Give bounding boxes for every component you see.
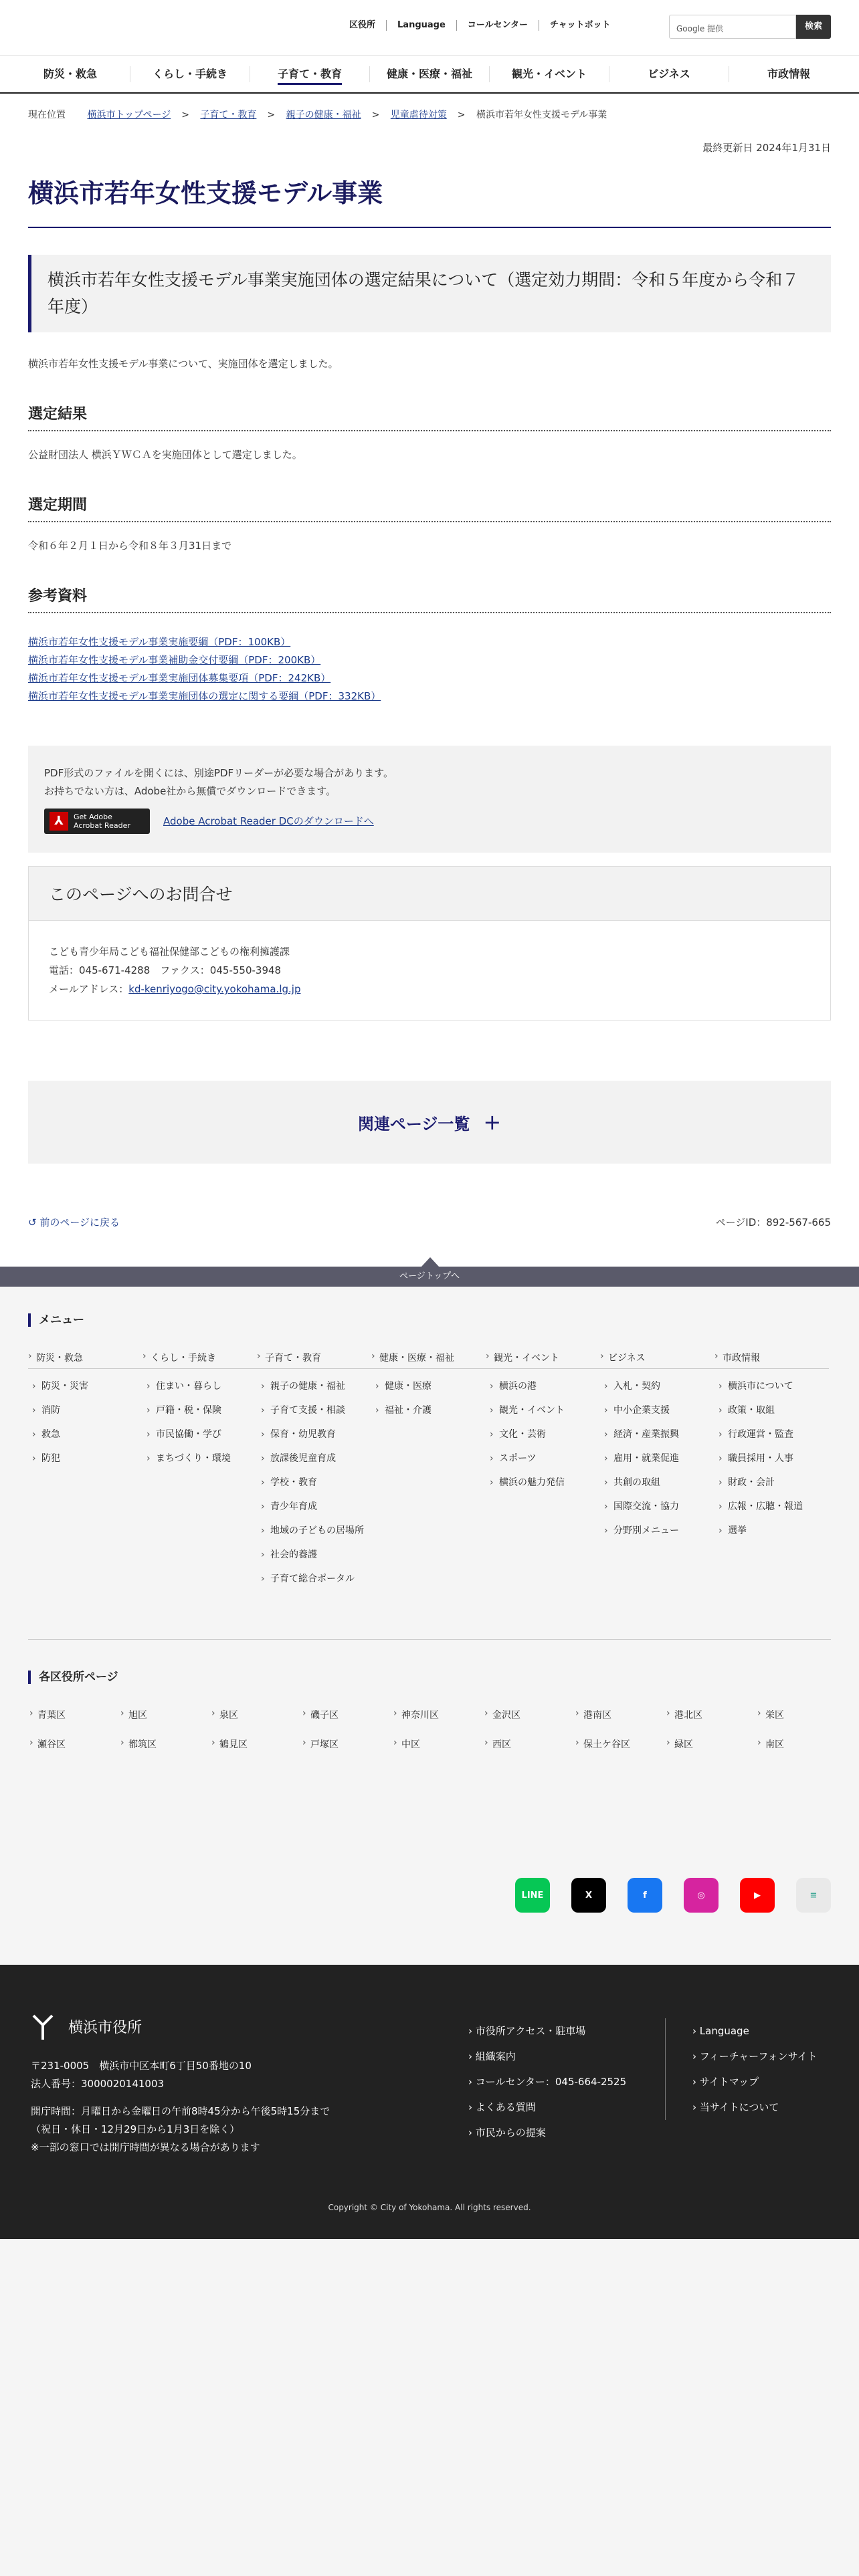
- contact-box: [28, 866, 831, 1021]
- footer-link[interactable]: › 市役所アクセス・駐車場: [468, 2025, 586, 2037]
- ref-link-selection[interactable]: 横浜市若年女性支援モデル事業実施団体の選定に関する要綱（PDF：332KB）: [28, 690, 381, 702]
- ward-link[interactable]: › 神奈川区: [392, 1708, 483, 1721]
- acrobat-badge[interactable]: [44, 809, 150, 834]
- footer-hours: ※一部の窓口では開庁時間が異なる場合があります: [31, 2141, 260, 2153]
- ward-links: [28, 1708, 831, 1751]
- heading-references: 参考資料: [28, 584, 831, 613]
- footer-menu-link[interactable]: › 防犯: [28, 1452, 142, 1465]
- footer-link[interactable]: › フィーチャーフォンサイト: [692, 2050, 818, 2062]
- back-label: 前のページに戻る: [39, 1216, 120, 1228]
- footer-menu-link[interactable]: › 放課後児童育成: [257, 1452, 371, 1465]
- util-link-call-center[interactable]: コールセンター: [457, 20, 539, 31]
- back-icon: ↺: [28, 1216, 40, 1228]
- footer-menu-link[interactable]: › 横浜の魅力発信: [486, 1476, 600, 1489]
- result-text: 公益財団法人 横浜ＹＷＣＡを実施団体として選定しました。: [28, 449, 302, 461]
- heading-period: 選定期間: [28, 494, 831, 522]
- facebook-icon[interactable]: f: [628, 1878, 662, 1913]
- contact-title: このページへのお問合せ: [29, 867, 830, 921]
- util-link-chatbot[interactable]: チャットボット: [550, 20, 611, 30]
- footer-menu-column: [714, 1351, 829, 1586]
- footer-menu-link[interactable]: › 経済・産業振興: [600, 1428, 714, 1441]
- instagram-icon[interactable]: ◎: [684, 1878, 719, 1913]
- ward-link[interactable]: › 旭区: [119, 1708, 210, 1721]
- wards-title: 各区役所ページ: [28, 1671, 831, 1684]
- footer-menu-category[interactable]: › 健康・医療・福祉: [371, 1351, 486, 1369]
- x-icon[interactable]: X: [571, 1878, 606, 1913]
- page-top-label: ページトップへ: [399, 1271, 460, 1281]
- footer-menu-column: [142, 1351, 257, 1586]
- plus-icon: +: [483, 1109, 502, 1135]
- acrobat-download-link[interactable]: Adobe Acrobat Reader DCのダウンロードへ: [163, 815, 374, 827]
- footer-menu-link[interactable]: › 消防: [28, 1404, 142, 1417]
- youtube-icon[interactable]: ▶: [740, 1878, 775, 1913]
- breadcrumb-link-top[interactable]: 横浜市トップページ: [87, 110, 171, 120]
- gnav-living[interactable]: くらし・手続き: [130, 66, 250, 82]
- gnav-childcare[interactable]: 子育て・教育: [250, 66, 370, 82]
- footer-menu-link[interactable]: › 分野別メニュー: [600, 1524, 714, 1537]
- ward-link[interactable]: › 都筑区: [119, 1737, 210, 1751]
- footer-menu-link[interactable]: › 財政・会計: [714, 1476, 829, 1489]
- footer-menu-link[interactable]: › 住まい・暮らし: [142, 1380, 257, 1393]
- footer-menu-column: [28, 1351, 142, 1586]
- last-updated: 最終更新日 2024年1月31日: [702, 142, 831, 154]
- intro-text: 横浜市若年女性支援モデル事業について、実施団体を選定しました。: [28, 358, 339, 370]
- footer-menu-link[interactable]: › 観光・イベント: [486, 1404, 600, 1417]
- footer-menu-link[interactable]: › 国際交流・協力: [600, 1500, 714, 1513]
- news-icon[interactable]: ≡: [796, 1878, 831, 1913]
- breadcrumb-link-abuse[interactable]: 児童虐待対策: [390, 110, 447, 120]
- footer-menu-link[interactable]: › 広報・広聴・報道: [714, 1500, 829, 1513]
- footer-menu-category[interactable]: › 子育て・教育: [257, 1351, 371, 1369]
- footer-link[interactable]: › コールセンター：045-664-2525: [468, 2076, 627, 2088]
- footer-menu-link[interactable]: › 社会的養護: [257, 1548, 371, 1562]
- footer-menu-link[interactable]: › 学校・教育: [257, 1476, 371, 1489]
- back-link[interactable]: [28, 1215, 120, 1229]
- footer-menu: [0, 1287, 859, 1965]
- site-header: [0, 0, 859, 55]
- arrow-up-icon: [421, 1257, 439, 1267]
- global-nav: [0, 55, 859, 94]
- ward-link[interactable]: › 港北区: [665, 1708, 756, 1721]
- ward-link[interactable]: › 瀬谷区: [28, 1737, 119, 1751]
- ward-link[interactable]: › 磯子区: [301, 1708, 392, 1721]
- footer-link[interactable]: › 市民からの提案: [468, 2127, 546, 2139]
- footer-menu-link[interactable]: › 選挙: [714, 1524, 829, 1537]
- contact-dept: こども青少年局こども福祉保健部こどもの権利擁護課: [49, 946, 290, 958]
- footer-menu-category[interactable]: › ビジネス: [600, 1351, 714, 1369]
- page-footer-row: [28, 1164, 831, 1267]
- footer-menu-link[interactable]: › 市民協働・学び: [142, 1428, 257, 1441]
- ref-link-subsidy[interactable]: 横浜市若年女性支援モデル事業補助金交付要綱（PDF：200KB）: [28, 654, 321, 666]
- util-link-language[interactable]: Language: [387, 20, 457, 31]
- footer-menu-link[interactable]: › 地域の子どもの居場所: [257, 1524, 371, 1537]
- breadcrumb: 現在位置 横浜市トップページ > 子育て・教育 > 親子の健康・福祉 > 児童虐待対策 > 横浜市若年女性支援モデル事業: [0, 94, 859, 132]
- city-emblem-icon: [31, 2013, 55, 2042]
- contact-mail-link[interactable]: kd-kenriyogo@city.yokohama.lg.jp: [128, 983, 301, 995]
- footer-menu-link[interactable]: › 青少年育成: [257, 1500, 371, 1513]
- footer-hours: 開庁時間：月曜日から金曜日の午前8時45分から午後5時15分まで: [31, 2105, 330, 2117]
- footer-link[interactable]: › 当サイトについて: [692, 2101, 779, 2113]
- pdf-note: お持ちでない方は、Adobe社から無償でダウンロードできます。: [44, 785, 337, 797]
- footer-menu-link[interactable]: › 共創の取組: [600, 1476, 714, 1489]
- period-text: 令和６年２月１日から令和８年３月31日まで: [28, 540, 232, 552]
- pdf-note: PDF形式のファイルを開くには、別途PDFリーダーが必要な場合があります。: [44, 767, 393, 779]
- footer-menu-link[interactable]: › 行政運営・監査: [714, 1428, 829, 1441]
- site-footer: [0, 1965, 859, 2239]
- acrobat-icon: ⅄: [50, 812, 68, 831]
- copyright: Copyright © City of Yokohama. All rights reserved.: [328, 2203, 531, 2212]
- related-pages-label: 関連ページ一覧: [357, 1114, 470, 1134]
- footer-menu-link[interactable]: › 政策・取組: [714, 1404, 829, 1417]
- util-link-ward[interactable]: 区役所: [335, 20, 387, 31]
- footer-menu-title: メニュー: [28, 1313, 831, 1327]
- gnav-disaster[interactable]: 防災・救急: [11, 66, 130, 82]
- ward-link[interactable]: › 緑区: [665, 1737, 756, 1751]
- reference-links: [28, 633, 831, 706]
- acrobat-badge-text: Acrobat Reader: [74, 821, 130, 830]
- footer-menu-link[interactable]: › 福祉・介護: [371, 1404, 486, 1417]
- footer-menu-link[interactable]: › 子育て総合ポータル: [257, 1572, 371, 1586]
- footer-city-name: 横浜市役所: [68, 2019, 142, 2036]
- footer-menu-link[interactable]: › 雇用・就業促進: [600, 1452, 714, 1465]
- related-pages-toggle[interactable]: [28, 1081, 831, 1164]
- breadcrumb-label: 現在位置: [28, 110, 66, 120]
- ward-link[interactable]: › 中区: [392, 1737, 483, 1751]
- footer-menu-link[interactable]: › 防災・災害: [28, 1380, 142, 1393]
- ward-link[interactable]: › 金沢区: [483, 1708, 574, 1721]
- footer-menu-column: [257, 1351, 371, 1586]
- gnav-business[interactable]: ビジネス: [609, 66, 729, 82]
- acrobat-badge-text: Get Adobe: [74, 813, 112, 821]
- footer-menu-link[interactable]: › 健康・医療: [371, 1380, 486, 1393]
- footer-menu-link[interactable]: › 救急: [28, 1428, 142, 1441]
- ref-link-recruitment[interactable]: 横浜市若年女性支援モデル事業実施団体募集要項（PDF：242KB）: [28, 672, 331, 684]
- gnav-tourism[interactable]: 観光・イベント: [490, 66, 609, 82]
- ward-link[interactable]: › 泉区: [210, 1708, 301, 1721]
- ward-link[interactable]: › 鶴見区: [210, 1737, 301, 1751]
- footer-menu-link[interactable]: › 横浜の港: [486, 1380, 600, 1393]
- footer-menu-link[interactable]: › 親子の健康・福祉: [257, 1380, 371, 1393]
- page-top-button[interactable]: [0, 1267, 859, 1287]
- footer-menu-link[interactable]: › 保育・幼児教育: [257, 1428, 371, 1441]
- footer-menu-category[interactable]: › くらし・手続き: [142, 1351, 257, 1369]
- breadcrumb-link-parent-health[interactable]: 親子の健康・福祉: [286, 110, 361, 120]
- breadcrumb-link-childcare[interactable]: 子育て・教育: [200, 110, 257, 120]
- breadcrumb-current: 横浜市若年女性支援モデル事業: [476, 110, 607, 120]
- footer-menu-link[interactable]: › 中小企業支援: [600, 1404, 714, 1417]
- footer-menu-column: [371, 1351, 486, 1586]
- gnav-health[interactable]: 健康・医療・福祉: [370, 66, 490, 82]
- footer-menu-link[interactable]: › 文化・芸術: [486, 1428, 600, 1441]
- footer-menu-link[interactable]: › スポーツ: [486, 1452, 600, 1465]
- sns-links: [28, 1878, 831, 1965]
- footer-menu-column: [486, 1351, 600, 1586]
- footer-menu-link[interactable]: › 横浜市について: [714, 1380, 829, 1393]
- footer-menu-category[interactable]: › 防災・救急: [28, 1351, 142, 1369]
- ward-link[interactable]: › 栄区: [756, 1708, 847, 1721]
- line-icon[interactable]: LINE: [515, 1878, 550, 1913]
- footer-hours: （祝日・休日・12月29日から1月3日を除く）: [31, 2123, 240, 2135]
- footer-link[interactable]: › サイトマップ: [692, 2076, 759, 2088]
- footer-address: 〒231-0005 横浜市中区本町6丁目50番地の10: [31, 2060, 252, 2072]
- page-title: 横浜市若年女性支援モデル事業: [28, 173, 831, 228]
- footer-link[interactable]: › よくある質問: [468, 2101, 536, 2113]
- page-id: ページID：892-567-665: [715, 1216, 831, 1228]
- heading-result: 選定結果: [28, 403, 831, 431]
- ward-link[interactable]: › 南区: [756, 1737, 847, 1751]
- site-logo[interactable]: [27, 15, 107, 41]
- ref-link-guidelines[interactable]: 横浜市若年女性支援モデル事業実施要綱（PDF：100KB）: [28, 636, 291, 648]
- footer-menu-link[interactable]: › 職員採用・人事: [714, 1452, 829, 1465]
- contact-tel: 電話：045-671-4288 ファクス：045-550-3948: [49, 964, 282, 976]
- ward-link[interactable]: › 西区: [483, 1737, 574, 1751]
- search-button[interactable]: 検索: [796, 15, 831, 39]
- footer-menu-link[interactable]: › まちづくり・環境: [142, 1452, 257, 1465]
- footer-link[interactable]: › 組織案内: [468, 2050, 516, 2062]
- ward-link[interactable]: › 保土ケ谷区: [574, 1737, 665, 1751]
- site-search: [669, 15, 831, 39]
- contact-mail-label: メールアドレス：: [49, 983, 129, 995]
- gnav-city-info[interactable]: 市政情報: [767, 67, 810, 80]
- ward-link[interactable]: › 戸塚区: [301, 1737, 392, 1751]
- footer-links-a: [468, 2018, 626, 2145]
- footer-menu-columns: [28, 1351, 831, 1586]
- footer-menu-link[interactable]: › 戸籍・税・保険: [142, 1404, 257, 1417]
- main-content: [0, 132, 859, 1267]
- utility-nav: [335, 20, 622, 31]
- section-heading: 横浜市若年女性支援モデル事業実施団体の選定結果について（選定効力期間：令和５年度から令和７年度）: [28, 255, 831, 332]
- ward-link[interactable]: › 青葉区: [28, 1708, 119, 1721]
- footer-corp-no: 法人番号：3000020141003: [31, 2078, 165, 2090]
- footer-menu-link[interactable]: › 入札・契約: [600, 1380, 714, 1393]
- footer-menu-category[interactable]: › 市政情報: [714, 1351, 829, 1369]
- footer-menu-link[interactable]: › 子育て支援・相談: [257, 1404, 371, 1417]
- ward-link[interactable]: › 港南区: [574, 1708, 665, 1721]
- pdf-reader-notice: [28, 746, 831, 853]
- footer-links-b: [665, 2018, 818, 2120]
- footer-link[interactable]: › Language: [692, 2025, 749, 2037]
- footer-menu-category[interactable]: › 観光・イベント: [486, 1351, 600, 1369]
- search-input[interactable]: Google 提供: [669, 15, 796, 39]
- footer-menu-column: [600, 1351, 714, 1586]
